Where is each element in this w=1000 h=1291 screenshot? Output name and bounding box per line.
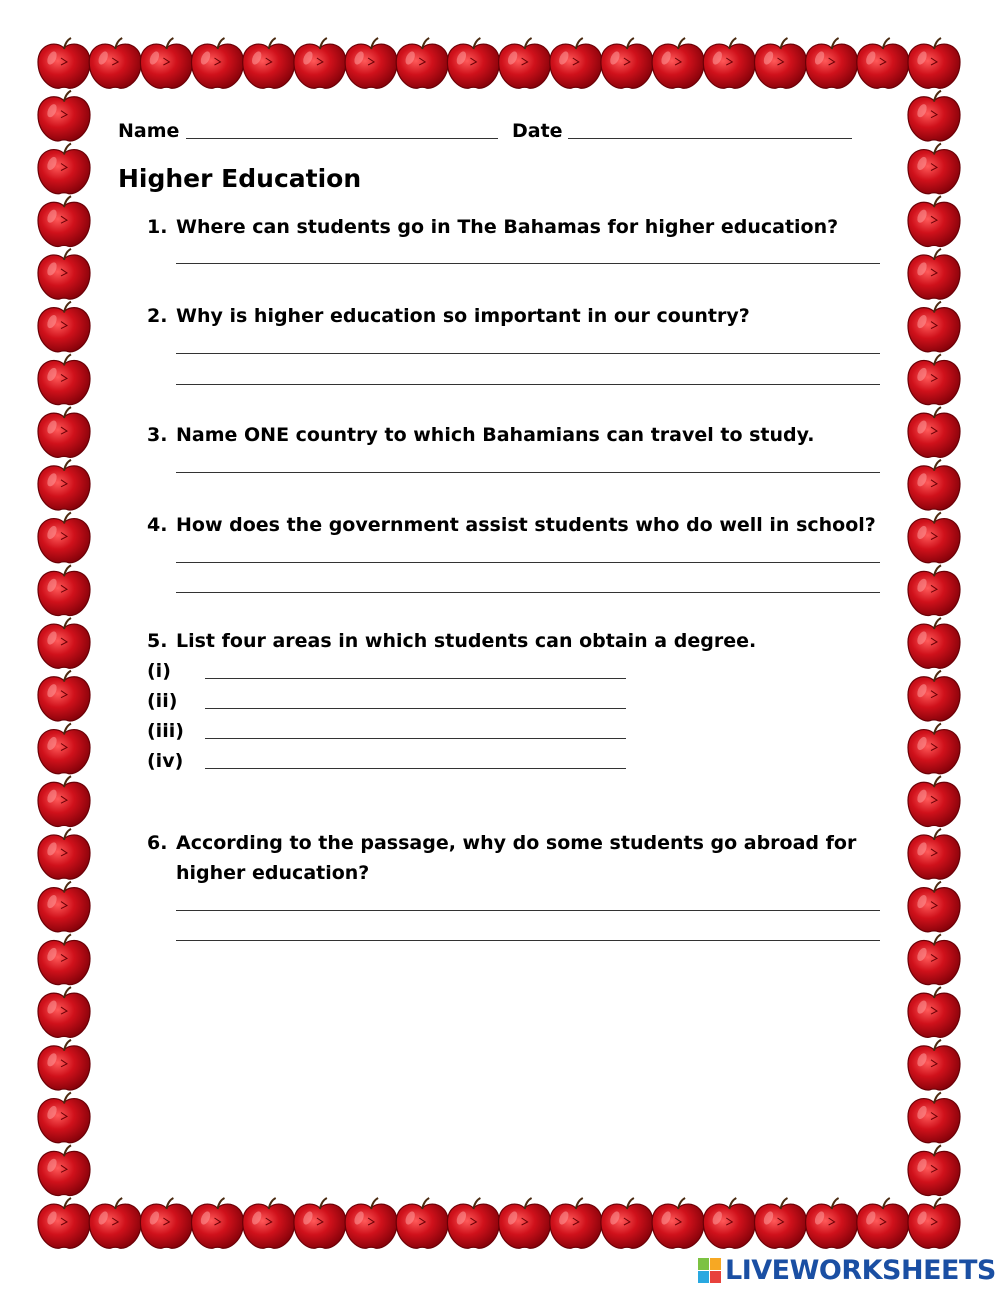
apple-icon [140, 38, 192, 88]
answer-line[interactable] [176, 263, 880, 264]
apple-icon [38, 829, 90, 879]
apple-icon [550, 38, 602, 88]
question-text: How does the government assist students who do well in school? [176, 514, 876, 536]
apple-icon [499, 1198, 551, 1248]
apple-icon [38, 38, 90, 88]
apple-icon [140, 1198, 192, 1248]
question-text-line2: higher education? [176, 862, 370, 884]
apple-icon [192, 1198, 244, 1248]
question-number: 1. [147, 216, 168, 238]
apple-icon [908, 671, 960, 721]
apple-icon [38, 882, 90, 932]
apple-icon [38, 91, 90, 141]
apple-icon [38, 249, 90, 299]
apple-icon [755, 1198, 807, 1248]
apple-icon [908, 513, 960, 563]
apple-icon [908, 934, 960, 984]
apple-icon [38, 1093, 90, 1143]
apple-icon [38, 724, 90, 774]
apple-icon [908, 354, 960, 404]
page-title: Higher Education [118, 164, 362, 193]
answer-line[interactable] [176, 940, 880, 941]
apple-icon [908, 618, 960, 668]
apple-icon [908, 1093, 960, 1143]
question-text: Why is higher education so important in our country? [176, 305, 750, 327]
apple-icon [857, 38, 909, 88]
apple-icon [908, 829, 960, 879]
apple-icon [243, 38, 295, 88]
apple-icon [38, 618, 90, 668]
apple-icon [294, 1198, 346, 1248]
apple-icon [652, 1198, 704, 1248]
answer-line[interactable] [176, 472, 880, 473]
apple-icon [652, 38, 704, 88]
question-number: 5. [147, 630, 168, 652]
apple-icon [192, 38, 244, 88]
apple-icon [38, 196, 90, 246]
apple-icon [396, 1198, 448, 1248]
sub-answer-line[interactable] [205, 768, 626, 769]
liveworksheets-watermark [698, 1255, 996, 1286]
answer-line[interactable] [176, 384, 880, 385]
apple-icon [38, 144, 90, 194]
apple-icon [908, 249, 960, 299]
apple-icon [38, 776, 90, 826]
apple-icon [38, 407, 90, 457]
apple-icon [345, 38, 397, 88]
apple-icon [38, 1040, 90, 1090]
apple-icon [908, 1198, 960, 1248]
apple-icon [908, 407, 960, 457]
apple-icon [601, 1198, 653, 1248]
sub-item-label: (i) [147, 660, 171, 682]
question-number: 3. [147, 424, 168, 446]
apple-icon [89, 1198, 141, 1248]
answer-line[interactable] [176, 592, 880, 593]
apple-icon [806, 38, 858, 88]
apple-icon [38, 1198, 90, 1248]
apple-icon [908, 1040, 960, 1090]
apple-icon [908, 196, 960, 246]
apple-icon [908, 144, 960, 194]
apple-icon [447, 38, 499, 88]
apple-icon [243, 1198, 295, 1248]
apple-icon [38, 934, 90, 984]
apple-icon [703, 1198, 755, 1248]
apple-icon [908, 882, 960, 932]
apple-icon [38, 565, 90, 615]
sub-item-label: (ii) [147, 690, 178, 712]
apple-icon [38, 513, 90, 563]
answer-line[interactable] [176, 562, 880, 563]
apple-icon [806, 1198, 858, 1248]
apple-icon [908, 38, 960, 88]
apple-icon [908, 302, 960, 352]
apple-icon [908, 987, 960, 1037]
apple-icon [908, 1145, 960, 1195]
apple-icon [908, 724, 960, 774]
apple-icon [703, 38, 755, 88]
name-label: Name [118, 120, 180, 142]
name-field-line[interactable] [186, 138, 498, 139]
apple-icon [38, 302, 90, 352]
date-label: Date [512, 120, 563, 142]
question-number: 2. [147, 305, 168, 327]
apple-icon [345, 1198, 397, 1248]
date-field-line[interactable] [568, 138, 852, 139]
question-number: 6. [147, 832, 168, 854]
apple-icon [38, 987, 90, 1037]
watermark-text: LIVEWORKSHEETS [725, 1255, 996, 1286]
question-text: List four areas in which students can obtain a degree. [176, 630, 757, 652]
apple-icon [447, 1198, 499, 1248]
apple-icon [857, 1198, 909, 1248]
answer-line[interactable] [176, 910, 880, 911]
sub-item-label: (iv) [147, 750, 184, 772]
apple-icon [601, 38, 653, 88]
apple-icon [294, 38, 346, 88]
liveworksheets-logo-icon [698, 1258, 722, 1284]
apple-icon [908, 776, 960, 826]
apple-icon [38, 354, 90, 404]
question-text-line1: According to the passage, why do some students go abroad for [176, 832, 857, 854]
apple-icon [755, 38, 807, 88]
apple-icon [908, 565, 960, 615]
apple-icon [396, 38, 448, 88]
apple-icon [38, 1145, 90, 1195]
sub-item-label: (iii) [147, 720, 184, 742]
sub-answer-line[interactable] [205, 708, 626, 709]
apple-icon [89, 38, 141, 88]
apple-icon [908, 460, 960, 510]
apple-icon [38, 460, 90, 510]
apple-icon [499, 38, 551, 88]
sub-answer-line[interactable] [205, 678, 626, 679]
apple-icon [38, 671, 90, 721]
answer-line[interactable] [176, 353, 880, 354]
question-text: Where can students go in The Bahamas for higher education? [176, 216, 839, 238]
apple-icon [550, 1198, 602, 1248]
question-text: Name ONE country to which Bahamians can travel to study. [176, 424, 815, 446]
sub-answer-line[interactable] [205, 738, 626, 739]
apple-icon [908, 91, 960, 141]
question-number: 4. [147, 514, 168, 536]
